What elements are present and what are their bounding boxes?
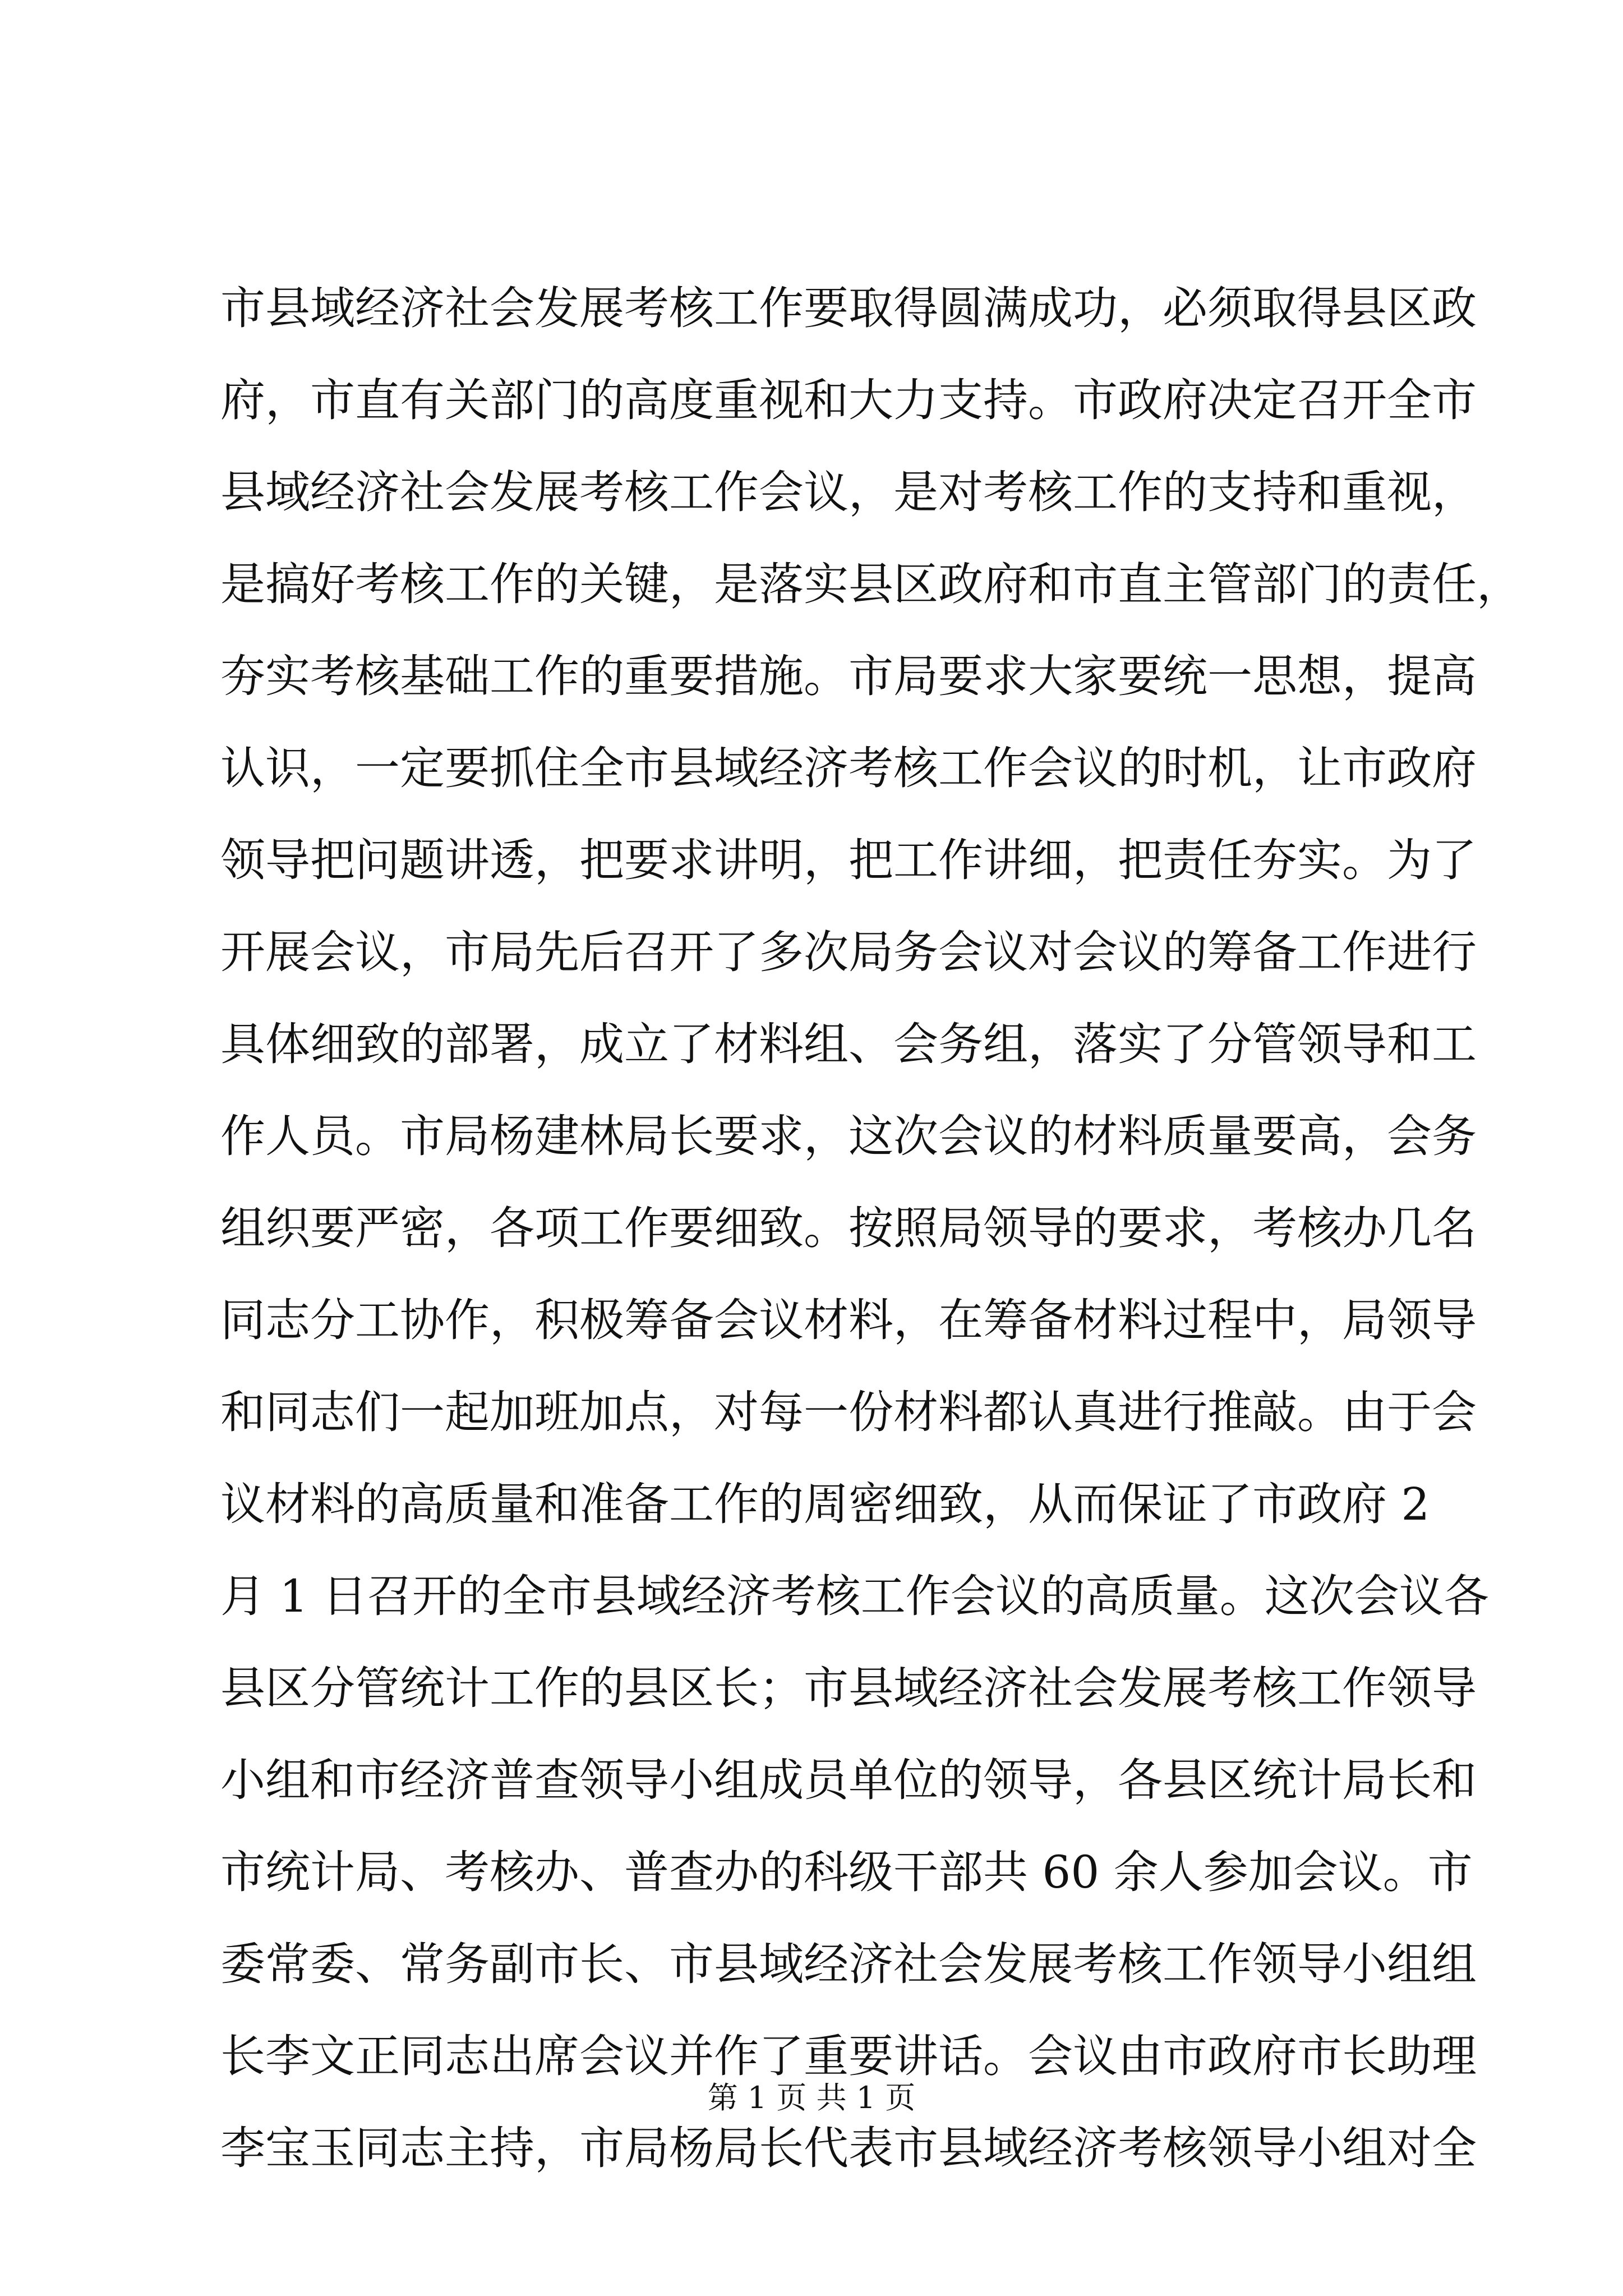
text-line: 组织要严密，各项工作要细致。按照局领导的要求，考核办几名	[220, 1202, 1477, 1254]
text-line: 月 1 日召开的全市县域经济考核工作会议的高质量。这次会议各	[220, 1570, 1489, 1622]
text-line: 县域经济社会发展考核工作会议，是对考核工作的支持和重视，	[220, 466, 1477, 518]
text-line: 和同志们一起加班加点，对每一份材料都认真进行推敲。由于会	[220, 1386, 1477, 1438]
text-line: 县区分管统计工作的县区长；市县域经济社会发展考核工作领导	[220, 1662, 1477, 1714]
text-line: 具体细致的部署，成立了材料组、会务组，落实了分管领导和工	[220, 1018, 1477, 1070]
text-line: 作人员。市局杨建林局长要求，这次会议的材料质量要高，会务	[220, 1110, 1477, 1162]
text-line: 市县域经济社会发展考核工作要取得圆满成功，必须取得县区政	[220, 282, 1477, 334]
text-line: 开展会议，市局先后召开了多次局务会议对会议的筹备工作进行	[220, 926, 1477, 978]
body-paragraph	[220, 263, 1521, 2194]
page-footer	[0, 2076, 1623, 2120]
text-line: 李宝玉同志主持，市局杨局长代表市县域经济考核领导小组对全	[220, 2122, 1477, 2174]
text-line: 领导把问题讲透，把要求讲明，把工作讲细，把责任夯实。为了	[220, 834, 1477, 886]
text-line: 同志分工协作，积极筹备会议材料，在筹备材料过程中，局领导	[220, 1294, 1477, 1346]
text-line: 长李文正同志出席会议并作了重要讲话。会议由市政府市长助理	[220, 2030, 1477, 2082]
text-line: 府，市直有关部门的高度重视和大力支持。市政府决定召开全市	[220, 374, 1477, 426]
page-number: 第 1 页 共 1 页	[707, 2080, 916, 2115]
text-line: 小组和市经济普查领导小组成员单位的领导，各县区统计局长和	[220, 1754, 1477, 1806]
text-line: 议材料的高质量和准备工作的周密细致，从而保证了市政府 2	[220, 1478, 1430, 1530]
text-line: 认识，一定要抓住全市县域经济考核工作会议的时机，让市政府	[220, 742, 1477, 794]
text-line: 市统计局、考核办、普查办的科级干部共 60 余人参加会议。市	[220, 1846, 1473, 1898]
text-line: 是搞好考核工作的关键，是落实县区政府和市直主管部门的责任，	[220, 558, 1521, 610]
text-line: 夯实考核基础工作的重要措施。市局要求大家要统一思想，提高	[220, 650, 1477, 702]
text-line: 委常委、常务副市长、市县域经济社会发展考核工作领导小组组	[220, 1938, 1477, 1990]
